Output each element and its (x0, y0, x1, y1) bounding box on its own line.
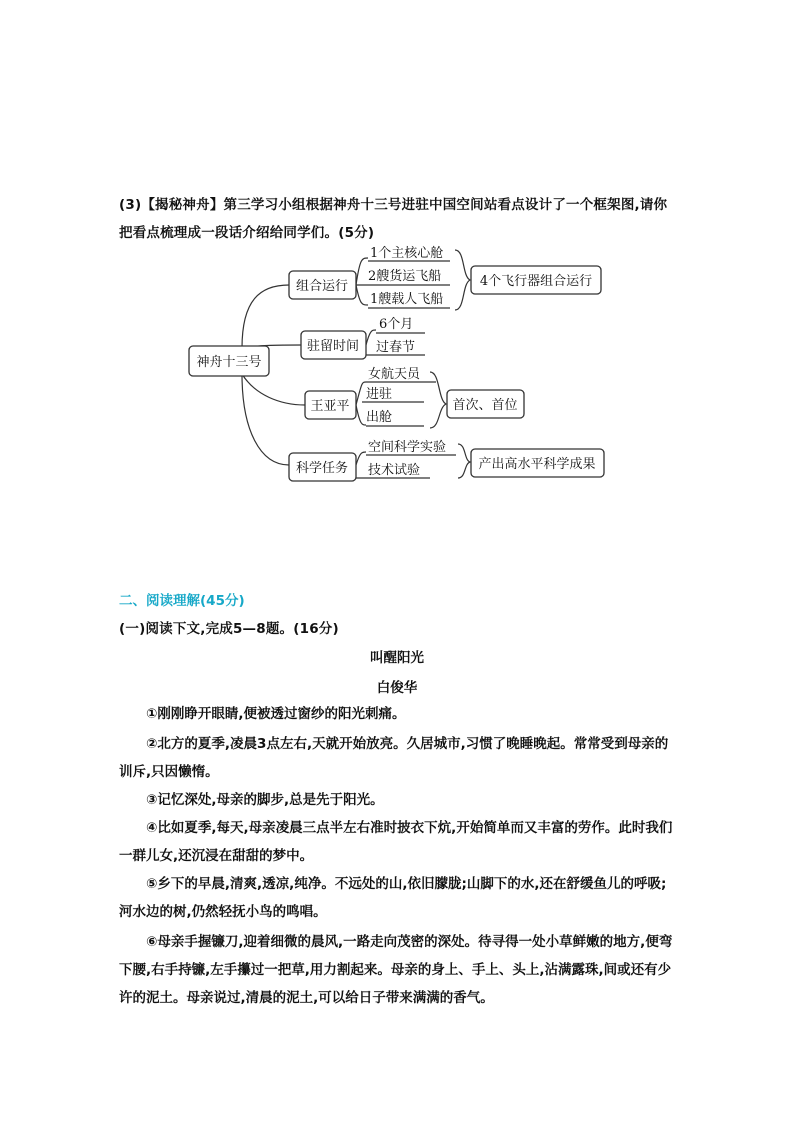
branch-label-4: 科学任务 (295, 461, 349, 476)
paragraph-1: ①刚刚睁开眼睛,便被透过窗纱的阳光刺痛。 (146, 706, 406, 722)
branch-1-item-3: 1艘载人飞船 (370, 292, 444, 307)
paragraph-5: ⑤乡下的早晨,清爽,透凉,纯净。不远处的山,依旧朦胧;山脚下的水,还在舒缓鱼儿的呼吸;河水边的树,仍然轻抚小鸟的鸣唱。 (119, 876, 667, 920)
branch-2-item-1: 6个月 (379, 317, 414, 332)
branch-3-item-1: 女航天员 (368, 367, 421, 382)
paragraph-3: ③记忆深处,母亲的脚步,总是先于阳光。 (146, 792, 384, 808)
branch-label-2: 驻留时间 (306, 339, 360, 354)
branch-1-item-2: 2艘货运飞船 (368, 269, 442, 284)
branch-4-item-1: 空间科学实验 (368, 440, 447, 455)
paragraph-6: ⑥母亲手握镰刀,迎着细微的晨风,一路走向茂密的深处。待寻得一处小草鲜嫩的地方,便弯下腰,右手持镰,左手攥过一把草,用力割起来。母亲的身上、手上、头上,沾满露珠,间或还有少许的泥土。母亲说过,清晨的泥土,可以给日子带来满满的香气。 (119, 934, 673, 1006)
connector-3 (242, 374, 305, 405)
root-label: 神舟十三号 (196, 355, 262, 370)
branch-label-3: 王亚平 (310, 399, 350, 414)
section-2-title: 二、阅读理解(45分) (119, 593, 245, 609)
branch-2-item-2: 过春节 (376, 340, 416, 355)
summary-label-1: 4个飞行器组合运行 (479, 274, 593, 289)
question-3-line-1: (3)【揭秘神舟】第三学习小组根据神舟十三号进驻中国空间站看点设计了一个框架图,请你 (119, 197, 668, 213)
branch-1-item-1: 1个主核心舱 (370, 246, 444, 261)
article-title: 叫醒阳光 (370, 650, 424, 666)
branch-4-item-2: 技术试验 (368, 463, 421, 478)
paragraph-2: ②北方的夏季,凌晨3点左右,天就开始放亮。久居城市,习惯了晚睡晚起。常常受到母亲的训斥,只因懒惰。 (119, 736, 669, 780)
connector-1 (242, 285, 289, 348)
article-author: 白俊华 (376, 680, 418, 696)
mindmap-diagram (0, 0, 794, 560)
branch-3-item-2: 进驻 (366, 387, 393, 402)
connector-4 (242, 374, 289, 465)
summary-label-3: 首次、首位 (452, 398, 518, 413)
branch-3-item-3: 出舱 (366, 410, 393, 425)
question-3-line-2: 把看点梳理成一段话介绍给同学们。(5分) (119, 225, 375, 241)
paragraph-4: ④比如夏季,每天,母亲凌晨三点半左右准时披衣下炕,开始简单而又丰富的劳作。此时我们一群儿女,还沉浸在甜甜的梦中。 (119, 820, 673, 864)
summary-label-4: 产出高水平科学成果 (478, 457, 596, 472)
branch-label-1: 组合运行 (295, 279, 349, 294)
section-2-subheading: (一)阅读下文,完成5—8题。(16分) (119, 621, 339, 637)
